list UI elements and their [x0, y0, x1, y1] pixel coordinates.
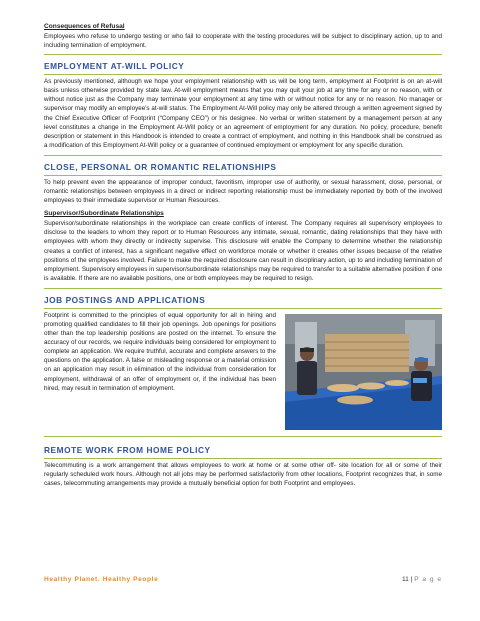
- page-number: 11: [401, 576, 409, 583]
- job-postings-heading: JOB POSTINGS AND APPLICATIONS: [44, 294, 206, 305]
- refusal-body: Employees who refuse to undergo testing or who fail to cooperate with the testing procedures will be subject to disciplinary action, up to and including termination of employment.: [44, 33, 442, 50]
- job-postings-section: [44, 311, 442, 430]
- remote-work-heading: REMOTE WORK FROM HOME POLICY: [44, 444, 211, 455]
- supervisor-subheading: Supervisor/Subordinate Relationships: [44, 210, 164, 218]
- job-postings-body: Footprint is committed to the principles of equal opportunity for all in hiring and promoting qualified candidates to fill their job openings. Job openings for positions other than the top leadership positions are posted on the internet. To ensure the accuracy of our records, we require individuals being considered for employment to complete an application. We require truthful, accurate and complete answers to the questions on the application. A false or misleading response or a material omission on an application may result in elimination of the individual from consideration for employment, withdrawal of an offer of employment or, if the individual has been hired, may result in termination of employment.: [44, 311, 276, 392]
- page-footer: [44, 576, 442, 583]
- section-divider: [44, 436, 442, 437]
- relationships-heading: CLOSE, PERSONAL OR ROMANTIC RELATIONSHIPS: [44, 161, 277, 172]
- page-indicator: [402, 576, 442, 583]
- relationships-body: To help prevent even the appearance of improper conduct, favoritism, improper use of authority, or sexual harassment, close, personal, or romantic relationships between employees in a direct or indirect reporting relationship must be immediately reported by both of the involved employees to their immediate supervisor or Human Resources.: [44, 178, 442, 205]
- section-divider: [44, 175, 442, 176]
- supervisor-body: Supervisor/subordinate relationships in the workplace can create conflicts of interest. The Company requires all supervisory employees to disclose to the leaders to whom they report or to Human Resources any intimate, sexual, romantic, dating relationships that they have with employees with whom they directly or indirectly supervise. This disclosure will enable the Company to determine whether the relationship creates a conflict of interest, has a significant negative effect on workforce morale or whether it creates other issues because of the relative positions of the employees involved. Failure to make the required disclosure can result in disciplinary action, up to and including termination of employment. Supervisory employees in supervisor/subordinate relationships may be required to transfer to a suitable alternative position if one is available. If there are no available positions, one or both employees may be required to resign.: [44, 220, 442, 282]
- remote-work-body: Telecommuting is a work arrangement that allows employees to work at home or at some other off- site location for all or some of their regularly scheduled work hours. Although not all jobs may be performed satisfactorily from other locations, Footprint recognizes that, in some cases, telecommuting arrangements may provide a mutually beneficial option for both Footprint and employees.: [44, 461, 442, 488]
- factory-scene-illustration: [285, 314, 442, 430]
- section-divider: [44, 308, 442, 309]
- section-divider: [44, 54, 442, 55]
- page-word: P a g e: [414, 576, 442, 583]
- factory-workers-photo: [285, 314, 442, 430]
- refusal-heading: Consequences of Refusal: [44, 23, 125, 30]
- section-divider: [44, 155, 442, 156]
- page-separator: |: [410, 576, 413, 583]
- at-will-heading: EMPLOYMENT AT-WILL POLICY: [44, 61, 185, 72]
- section-divider: [44, 288, 442, 289]
- at-will-body: As previously mentioned, although we hope your employment relationship with us will be long term, employment at Footprint is on an at-will basis unless otherwise provided by state law. At-will employment means that you may quit your job at any time for any or no reason, with or without notice just as the Company may terminate your employment at any time with or without notice for any or no reason. No manager or supervisor may modify an employee's at-will status. The Employment At-Will policy may only be altered through a written agreement signed by the Chief Executive Officer of Footprint (“Company CEO”) or his designee. No verbal or written statement by a management person at any level constitutes a change in the Employment At-Will policy or an agreement of employment for any duration. No policy, procedure, benefit description or statement in this Handbook is intended to create a contract of employment, and nothing in this Handbook shall be construed as a modification of this Employment At-Will policy or a guarantee of continued employment or employment for any specific duration.: [44, 78, 442, 149]
- footer-tagline: Healthy Planet. Healthy People: [44, 576, 159, 583]
- handbook-page: [44, 22, 442, 488]
- section-divider: [44, 74, 442, 75]
- section-divider: [44, 458, 442, 459]
